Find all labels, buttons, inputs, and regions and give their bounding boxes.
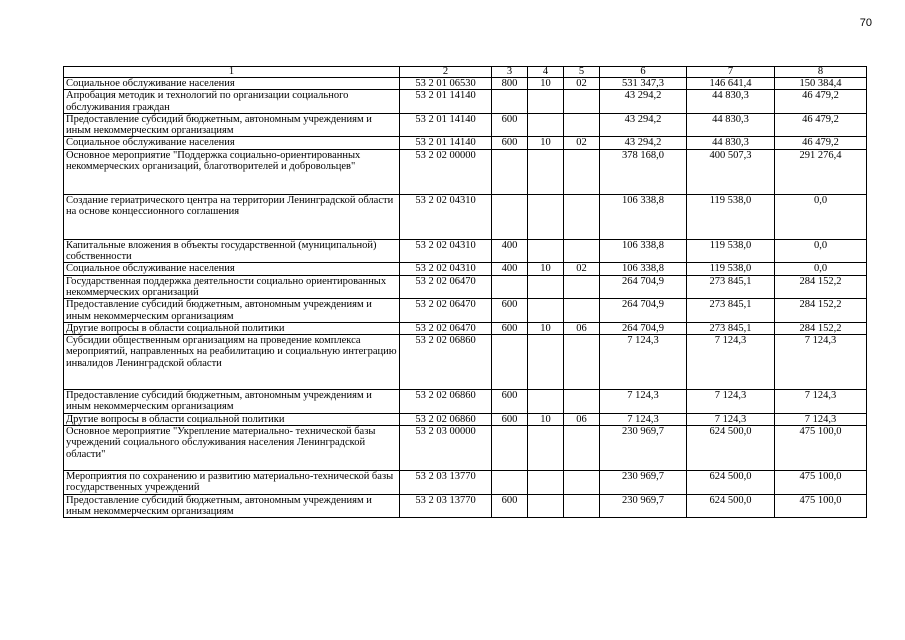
section [528, 149, 564, 194]
budget-code: 53 2 03 13770 [400, 471, 492, 495]
table-row [64, 149, 867, 194]
value-col-6: 43 294,2 [600, 113, 687, 137]
header-row [64, 67, 867, 78]
value-col-8: 46 479,2 [775, 137, 867, 149]
budget-code: 53 2 01 14140 [400, 113, 492, 137]
value-col-8: 0,0 [775, 263, 867, 275]
section [528, 239, 564, 263]
value-col-7: 273 845,1 [687, 322, 775, 334]
expense-type: 600 [492, 322, 528, 334]
budget-code: 53 2 02 04310 [400, 263, 492, 275]
value-col-6: 230 969,7 [600, 426, 687, 471]
value-col-6: 106 338,8 [600, 239, 687, 263]
budget-code: 53 2 01 06530 [400, 78, 492, 90]
row-name: Создание гериатрического центра на территории Ленинградской области на основе концессионного соглашения [64, 194, 400, 239]
value-col-7: 7 124,3 [687, 390, 775, 414]
table-row [64, 113, 867, 137]
value-col-6: 230 969,7 [600, 471, 687, 495]
table-row [64, 471, 867, 495]
row-name: Социальное обслуживание населения [64, 263, 400, 275]
page-number: 70 [859, 17, 872, 29]
budget-code: 53 2 02 06470 [400, 275, 492, 299]
row-name: Предоставление субсидий бюджетным, автономным учреждениям и иным некоммерческим организациям [64, 299, 400, 323]
column-header: 1 [64, 67, 400, 78]
budget-code: 53 2 02 04310 [400, 194, 492, 239]
budget-code: 53 2 02 00000 [400, 149, 492, 194]
column-header: 3 [492, 67, 528, 78]
row-name: Государственная поддержка деятельности социально ориентированных некоммерческих организаций [64, 275, 400, 299]
budget-code: 53 2 02 06860 [400, 413, 492, 425]
value-col-7: 44 830,3 [687, 90, 775, 114]
subsection [564, 90, 600, 114]
value-col-8: 7 124,3 [775, 390, 867, 414]
value-col-7: 7 124,3 [687, 335, 775, 390]
value-col-6: 7 124,3 [600, 335, 687, 390]
section [528, 90, 564, 114]
table-row [64, 322, 867, 334]
subsection: 02 [564, 78, 600, 90]
subsection: 02 [564, 137, 600, 149]
subsection [564, 426, 600, 471]
section [528, 426, 564, 471]
section [528, 194, 564, 239]
section: 10 [528, 263, 564, 275]
value-col-7: 44 830,3 [687, 113, 775, 137]
value-col-8: 7 124,3 [775, 335, 867, 390]
section [528, 390, 564, 414]
expense-type: 600 [492, 299, 528, 323]
column-header: 5 [564, 67, 600, 78]
section: 10 [528, 137, 564, 149]
budget-code: 53 2 02 06860 [400, 390, 492, 414]
value-col-7: 44 830,3 [687, 137, 775, 149]
value-col-7: 624 500,0 [687, 426, 775, 471]
value-col-7: 273 845,1 [687, 275, 775, 299]
value-col-7: 7 124,3 [687, 413, 775, 425]
table-row [64, 299, 867, 323]
section [528, 494, 564, 518]
subsection [564, 335, 600, 390]
row-name: Другие вопросы в области социальной политики [64, 322, 400, 334]
subsection: 02 [564, 263, 600, 275]
value-col-6: 7 124,3 [600, 390, 687, 414]
row-name: Предоставление субсидий бюджетным, автономным учреждениям и иным некоммерческим организациям [64, 113, 400, 137]
value-col-8: 475 100,0 [775, 471, 867, 495]
section: 10 [528, 322, 564, 334]
value-col-6: 43 294,2 [600, 90, 687, 114]
row-name: Социальное обслуживание населения [64, 137, 400, 149]
expense-type [492, 335, 528, 390]
table-row [64, 239, 867, 263]
value-col-8: 475 100,0 [775, 426, 867, 471]
column-header: 6 [600, 67, 687, 78]
value-col-6: 106 338,8 [600, 194, 687, 239]
subsection [564, 239, 600, 263]
table-row [64, 494, 867, 518]
expense-type: 400 [492, 263, 528, 275]
section [528, 299, 564, 323]
value-col-7: 119 538,0 [687, 263, 775, 275]
budget-code: 53 2 01 14140 [400, 137, 492, 149]
table-row [64, 335, 867, 390]
value-col-8: 291 276,4 [775, 149, 867, 194]
expense-type: 600 [492, 137, 528, 149]
subsection [564, 149, 600, 194]
value-col-8: 0,0 [775, 194, 867, 239]
row-name: Мероприятия по сохранению и развитию материально-технической базы государственных учреждений [64, 471, 400, 495]
subsection: 06 [564, 413, 600, 425]
table-row [64, 90, 867, 114]
subsection [564, 390, 600, 414]
expense-type: 600 [492, 390, 528, 414]
value-col-8: 46 479,2 [775, 113, 867, 137]
expense-type [492, 426, 528, 471]
value-col-6: 230 969,7 [600, 494, 687, 518]
value-col-6: 7 124,3 [600, 413, 687, 425]
subsection [564, 194, 600, 239]
row-name: Предоставление субсидий бюджетным, автономным учреждениям и иным некоммерческим организациям [64, 494, 400, 518]
budget-code: 53 2 02 04310 [400, 239, 492, 263]
expense-type: 600 [492, 413, 528, 425]
column-header: 8 [775, 67, 867, 78]
row-name: Предоставление субсидий бюджетным, автономным учреждениям и иным некоммерческим организациям [64, 390, 400, 414]
value-col-6: 531 347,3 [600, 78, 687, 90]
row-name: Субсидии общественным организациям на проведение комплекса мероприятий, направленных на реабилитацию и социальную интеграцию инвалидов Ленинградской области [64, 335, 400, 390]
expense-type [492, 194, 528, 239]
value-col-7: 273 845,1 [687, 299, 775, 323]
subsection [564, 299, 600, 323]
budget-code: 53 2 02 06470 [400, 322, 492, 334]
subsection [564, 471, 600, 495]
section [528, 471, 564, 495]
value-col-7: 400 507,3 [687, 149, 775, 194]
value-col-8: 46 479,2 [775, 90, 867, 114]
table-row [64, 194, 867, 239]
value-col-6: 43 294,2 [600, 137, 687, 149]
expense-type: 800 [492, 78, 528, 90]
value-col-8: 284 152,2 [775, 275, 867, 299]
row-name: Основное мероприятие "Укрепление материально- технической базы учреждений социального обслуживания населения Ленинградской области" [64, 426, 400, 471]
value-col-8: 7 124,3 [775, 413, 867, 425]
value-col-7: 119 538,0 [687, 239, 775, 263]
value-col-7: 624 500,0 [687, 494, 775, 518]
row-name: Социальное обслуживание населения [64, 78, 400, 90]
expense-type: 400 [492, 239, 528, 263]
value-col-8: 284 152,2 [775, 299, 867, 323]
value-col-8: 475 100,0 [775, 494, 867, 518]
column-header: 4 [528, 67, 564, 78]
value-col-7: 146 641,4 [687, 78, 775, 90]
budget-code: 53 2 01 14140 [400, 90, 492, 114]
expense-type: 600 [492, 113, 528, 137]
value-col-6: 264 704,9 [600, 299, 687, 323]
value-col-8: 150 384,4 [775, 78, 867, 90]
expense-type: 600 [492, 494, 528, 518]
value-col-8: 284 152,2 [775, 322, 867, 334]
column-header: 7 [687, 67, 775, 78]
section [528, 275, 564, 299]
value-col-6: 264 704,9 [600, 322, 687, 334]
budget-code: 53 2 02 06860 [400, 335, 492, 390]
table-row [64, 390, 867, 414]
table-row [64, 137, 867, 149]
section [528, 335, 564, 390]
expense-type [492, 149, 528, 194]
section: 10 [528, 413, 564, 425]
budget-code: 53 2 03 00000 [400, 426, 492, 471]
value-col-6: 378 168,0 [600, 149, 687, 194]
section: 10 [528, 78, 564, 90]
budget-code: 53 2 02 06470 [400, 299, 492, 323]
column-header: 2 [400, 67, 492, 78]
budget-table [63, 66, 867, 518]
value-col-8: 0,0 [775, 239, 867, 263]
expense-type [492, 275, 528, 299]
budget-code: 53 2 03 13770 [400, 494, 492, 518]
row-name: Основное мероприятие "Поддержка социально-ориентированных некоммерческих организаций, благотворителей и добровольцев" [64, 149, 400, 194]
subsection [564, 275, 600, 299]
table-row [64, 413, 867, 425]
table-row [64, 263, 867, 275]
value-col-6: 106 338,8 [600, 263, 687, 275]
row-name: Другие вопросы в области социальной политики [64, 413, 400, 425]
section [528, 113, 564, 137]
table-row [64, 426, 867, 471]
table-row [64, 78, 867, 90]
table-row [64, 275, 867, 299]
value-col-7: 624 500,0 [687, 471, 775, 495]
subsection: 06 [564, 322, 600, 334]
subsection [564, 113, 600, 137]
value-col-6: 264 704,9 [600, 275, 687, 299]
subsection [564, 494, 600, 518]
expense-type [492, 471, 528, 495]
expense-type [492, 90, 528, 114]
row-name: Апробация методик и технологий по организации социального обслуживания граждан [64, 90, 400, 114]
row-name: Капитальные вложения в объекты государственной (муниципальной) собственности [64, 239, 400, 263]
value-col-7: 119 538,0 [687, 194, 775, 239]
